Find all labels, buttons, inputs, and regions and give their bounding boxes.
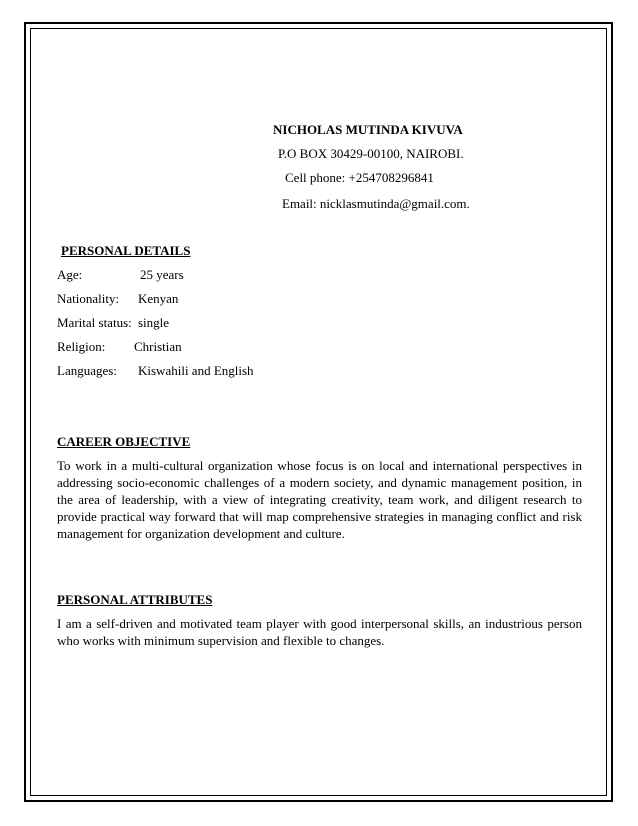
- detail-label: Nationality:: [57, 291, 120, 306]
- detail-value: Christian: [134, 339, 182, 354]
- detail-row-religion: [57, 339, 182, 355]
- detail-value: Kiswahili and English: [138, 363, 254, 378]
- detail-label: Religion:: [57, 339, 106, 354]
- personal-details-heading: PERSONAL DETAILS: [61, 243, 191, 258]
- career-objective-text: To work in a multi-cultural organization whose focus is on local and international perspectives in addressing socio-economic challenges of a modern society, and dynamic management position, in the area of leadership, with a view of integrating creativity, team work, and diligent research to provide practical way forward that will map comprehensive strategies in managing conflict and risk management for organization development and culture.: [57, 458, 582, 541]
- detail-row-age: [57, 267, 184, 283]
- detail-row-languages: [57, 363, 254, 379]
- detail-value: Kenyan: [138, 291, 179, 306]
- email-address: Email: nicklasmutinda@gmail.com.: [282, 196, 470, 211]
- personal-attributes-heading: PERSONAL ATTRIBUTES: [57, 592, 213, 607]
- page-border-inner: [30, 28, 607, 796]
- detail-label: Age:: [57, 267, 83, 282]
- career-objective-heading: CAREER OBJECTIVE: [57, 434, 191, 449]
- detail-value: single: [138, 315, 170, 330]
- cell-phone: Cell phone: +254708296841: [285, 170, 434, 185]
- postal-address: P.O BOX 30429-00100, NAIROBI.: [278, 146, 464, 161]
- detail-label: Languages:: [57, 363, 117, 378]
- detail-value: 25 years: [140, 267, 184, 282]
- detail-row-marital-status: [57, 315, 170, 331]
- detail-label: Marital status:: [57, 315, 132, 330]
- personal-attributes-text: I am a self-driven and motivated team player with good interpersonal skills, an industrious person who works with minimum supervision and flexible to changes.: [57, 616, 582, 648]
- detail-row-nationality: [57, 291, 179, 307]
- applicant-name: NICHOLAS MUTINDA KIVUVA: [273, 122, 463, 137]
